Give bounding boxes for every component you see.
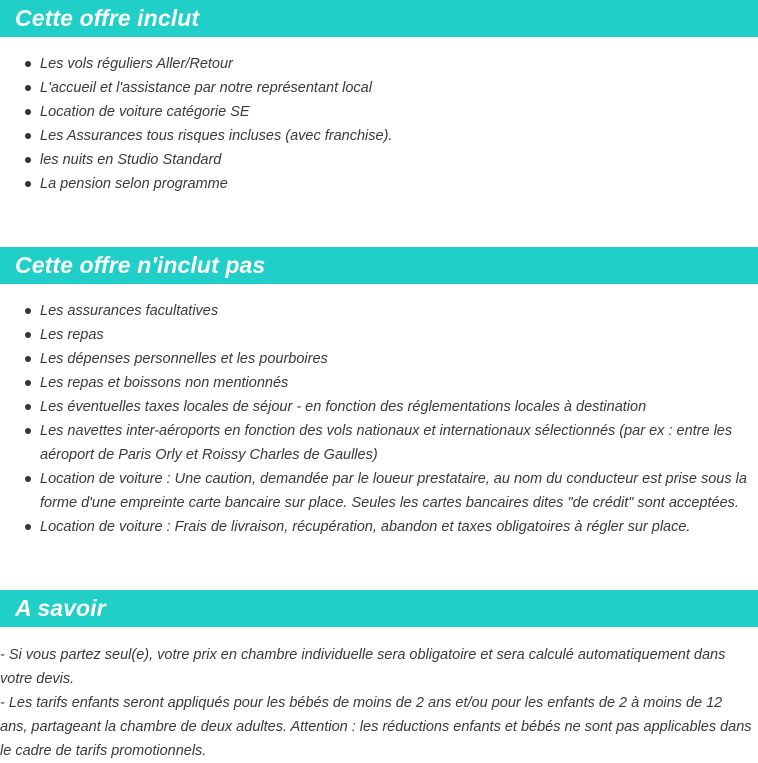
- bullet-icon: [25, 380, 31, 386]
- bullet-icon: [25, 61, 31, 67]
- list-item: Location de voiture : Une caution, demandée par le loueur prestataire, au nom du conducteur est prise sous la forme d'une empreinte carte bancaire sur place. Seules les cartes bancaires dites "de crédit" sont acceptées.: [40, 467, 758, 515]
- list-item: Les dépenses personnelles et les pourboires: [40, 347, 758, 371]
- bullet-icon: [25, 524, 31, 530]
- list-item: La pension selon programme: [40, 172, 758, 196]
- savoir-paragraph: - Si vous partez seul(e), votre prix en chambre individuelle sera obligatoire et sera calculé automatiquement dans votre devis.: [0, 647, 726, 687]
- bullet-icon: [25, 109, 31, 115]
- bullet-icon: [25, 85, 31, 91]
- list-item: Les Assurances tous risques incluses (avec franchise).: [40, 124, 758, 148]
- list-item: Les vols réguliers Aller/Retour: [40, 52, 758, 76]
- savoir-content: [0, 643, 752, 763]
- list-item: Location de voiture catégorie SE: [40, 100, 758, 124]
- bullet-icon: [25, 332, 31, 338]
- bullet-icon: [25, 308, 31, 314]
- bullet-icon: [25, 428, 31, 434]
- bullet-icon: [25, 133, 31, 139]
- list-item: Les assurances facultatives: [40, 299, 758, 323]
- bullet-icon: [25, 356, 31, 362]
- list-item: Les repas: [40, 323, 758, 347]
- bullet-icon: [25, 476, 31, 482]
- savoir-header: [0, 590, 758, 627]
- excludes-header: [0, 247, 758, 284]
- includes-list: [0, 52, 758, 196]
- savoir-title: A savoir: [15, 595, 106, 621]
- list-item: Les navettes inter-aéroports en fonction des vols nationaux et internationaux sélectionnés (par ex : entre les aéroport de Paris Orly et Roissy Charles de Gaulles): [40, 419, 758, 467]
- list-item: les nuits en Studio Standard: [40, 148, 758, 172]
- list-item: L'accueil et l'assistance par notre représentant local: [40, 76, 758, 100]
- list-item: Les repas et boissons non mentionnés: [40, 371, 758, 395]
- excludes-title: Cette offre n'inclut pas: [15, 252, 266, 278]
- bullet-icon: [25, 181, 31, 187]
- list-item: Les éventuelles taxes locales de séjour - en fonction des réglementations locales à destination: [40, 395, 758, 419]
- includes-title: Cette offre inclut: [15, 5, 200, 31]
- savoir-paragraph: - Les tarifs enfants seront appliqués pour les bébés de moins de 2 ans et/ou pour les enfants de 2 à moins de 12 ans, partageant la chambre de deux adultes. Attention : les réductions enfants et bébés ne sont pas applicables dans le cadre de tarifs promotionnels.: [0, 695, 752, 759]
- list-item: Location de voiture : Frais de livraison, récupération, abandon et taxes obligatoires à régler sur place.: [40, 515, 758, 539]
- bullet-icon: [25, 157, 31, 163]
- includes-header: [0, 0, 758, 37]
- bullet-icon: [25, 404, 31, 410]
- excludes-list: [0, 299, 758, 539]
